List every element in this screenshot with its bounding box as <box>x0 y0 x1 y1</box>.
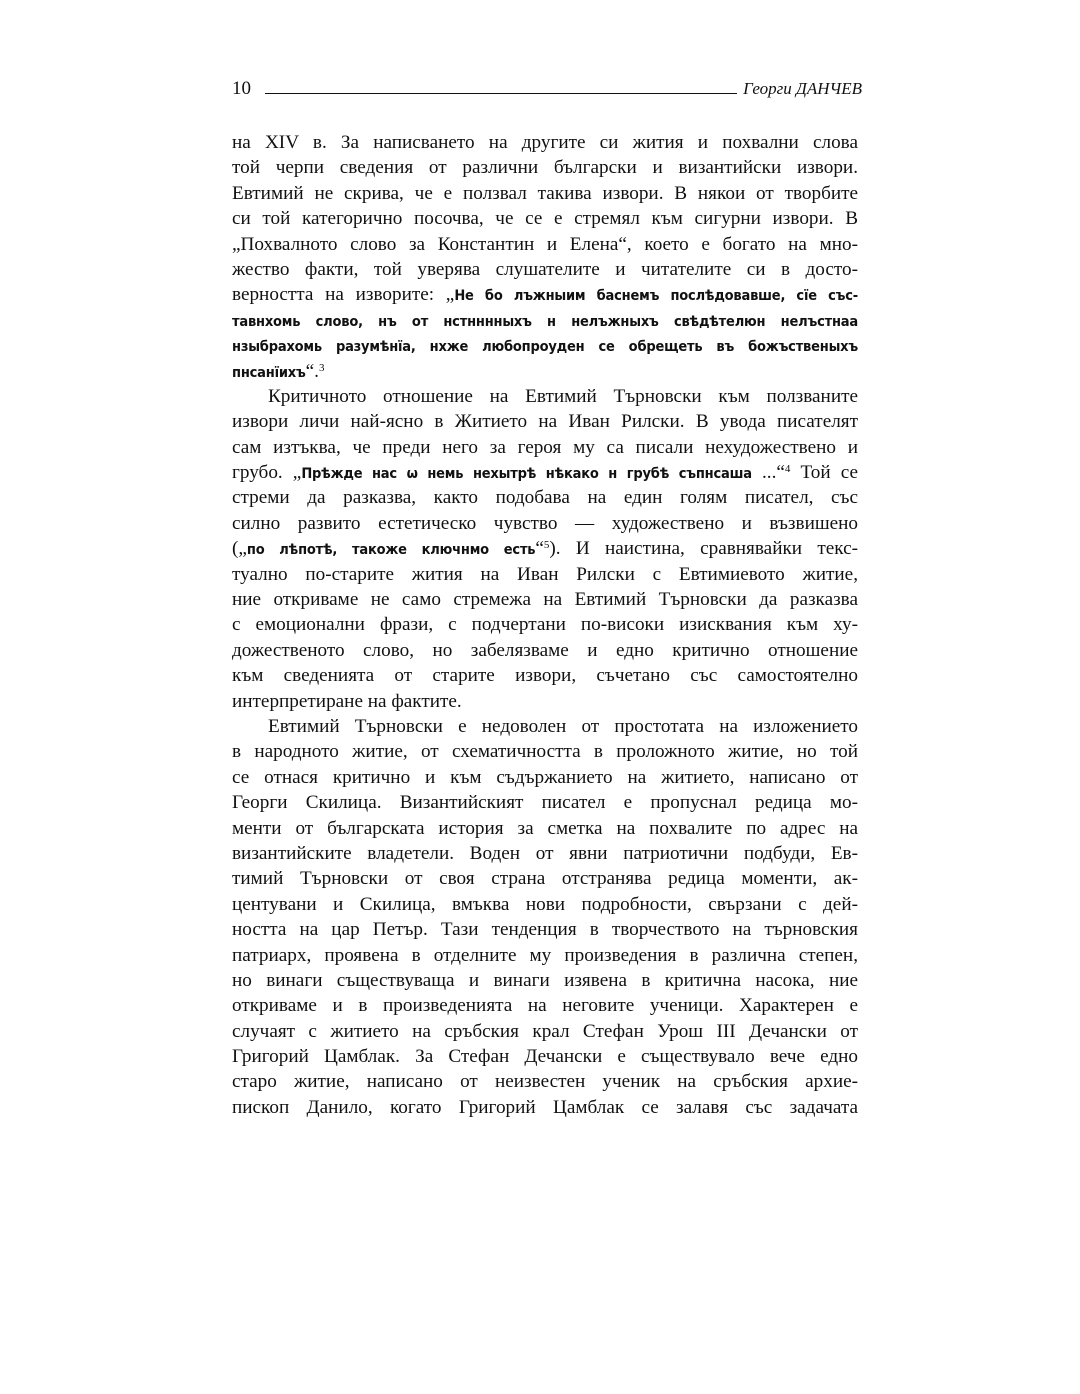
footnote-ref-5: 5 <box>543 539 550 552</box>
text-line: тимий Търновски от своя страна отстранява редица моменти, ак- <box>232 868 858 890</box>
old-church-slavonic-quote: пнсанїихъ <box>232 364 306 381</box>
old-church-slavonic-quote: Не бо лъжныим баснемъ послѣдовавше, сїе със- <box>454 288 858 305</box>
text-line: византийските владетели. Воден от явни патриотични подбуди, Ев- <box>232 842 858 864</box>
old-church-slavonic-quote: Прѣжде нас ѡ немь нехытрѣ нѣкако н грубѣ съпнсаша <box>301 466 752 483</box>
text-fragment: („ <box>232 538 247 560</box>
text-line: откриваме и в произведенията на неговите ученици. Характерен е <box>232 995 858 1017</box>
text-line: Критичното отношение на Евтимий Търновски към ползваните <box>268 385 858 407</box>
text-line: случаят с житието на сръбския крал Стефан Урош III Дечански от <box>232 1020 858 1042</box>
text-fragment: Той се <box>790 462 858 484</box>
page-number: 10 <box>232 78 251 99</box>
text-line: патриарх, проявена в отделните му произведения в различна степен, <box>232 944 858 966</box>
text-line: старо житие, написано от неизвестен ученик на сръбския архие- <box>232 1071 858 1093</box>
text-line <box>232 460 858 485</box>
running-header-author: Георги ДАНЧЕВ <box>743 79 862 98</box>
running-header <box>232 76 862 100</box>
text-line: Георги Скилица. Византийският писател е пропуснал редица мо- <box>232 792 858 814</box>
text-line: Евтимий не скрива, че е ползвал такива извори. В някои от творбите <box>232 182 858 204</box>
old-church-slavonic-quote: тавнхомь слово, нъ от нстнннныхъ н нелъжныхъ свѣдѣтелюн нелъстнаа <box>232 313 858 330</box>
footnote-ref-3: 3 <box>318 361 325 374</box>
text-line: силно развито естетическо чувство — художествено и възвишено <box>232 512 858 534</box>
text-line: си той категорично посочва, че се е стремял към сигурни извори. В <box>232 208 858 230</box>
text-line: стреми да разказва, както подобава на един голям писател, със <box>232 487 858 509</box>
text-fragment: грубо. „ <box>232 462 302 484</box>
text-line <box>232 308 858 333</box>
text-line: ние откриваме не само стремежа на Евтимий Търновски да разказва <box>232 589 858 611</box>
quote-close: “. <box>305 360 319 382</box>
text-line: се отнася критично и към съдържанието на житието, написано от <box>232 766 858 788</box>
text-line: към сведенията от старите извори, съчетано със самостоятелно <box>232 665 858 687</box>
text-line: дожественото слово, но забелязваме и едно критично отношение <box>232 639 858 661</box>
text-fragment: “ <box>535 538 544 560</box>
text-line: той черпи сведения от различни български и византийски извори. <box>232 157 858 179</box>
text-line: интерпретиране на фактите. <box>232 690 462 712</box>
text-line: извори личи най-ясно в Житието на Иван Рилски. В увода писателят <box>232 411 858 433</box>
text-fragment: ...“ <box>751 462 785 484</box>
text-line: центувани и Скилица, вмъква нови подробности, свързани с дей- <box>232 893 858 915</box>
old-church-slavonic-quote: нзыбрахомь разумѣнїа, нхже любопроуден се обрещеть въ божъственыхъ <box>232 339 858 356</box>
text-line: менти от българската история за сметка на похвалите по адрес на <box>232 817 858 839</box>
header-rule <box>265 93 737 94</box>
text-line: „Похвалното слово за Константин и Елена“, което е богато на мно- <box>232 233 858 255</box>
old-church-slavonic-quote: по лѣпотѣ, такоже ключнмо есть <box>246 542 536 559</box>
text-fragment: ). И наистина, сравнявайки текс- <box>549 538 858 560</box>
text-line: жество факти, той уверява слушателите и читателите си в досто- <box>232 258 858 280</box>
text-line <box>232 333 858 358</box>
footnote-ref-4: 4 <box>784 463 791 476</box>
text-line: но винаги съществуваща и винаги изявена в критична насока, ние <box>232 969 858 991</box>
text-line: в народното житие, от схематичността в проложното житие, но той <box>232 741 858 763</box>
text-line: туално по-старите жития на Иван Рилски с Евтимиевото житие, <box>232 563 858 585</box>
text-line: с емоционални фрази, с подчертани по-високи изисквания към ху- <box>232 614 858 636</box>
text-line <box>232 359 858 384</box>
body-text <box>232 130 858 1120</box>
text-line <box>232 536 858 561</box>
text-line: Григорий Цамблак. За Стефан Дечански е съществувало вече едно <box>232 1046 858 1068</box>
text-line: на XIV в. За написването на другите си жития и похвални слова <box>232 132 858 153</box>
text-line: сам изтъква, че преди него за героя му са писали нехудожествено и <box>232 436 858 458</box>
text-line: Евтимий Търновски е недоволен от простотата на изложението <box>268 715 858 737</box>
text-line: ността на цар Петър. Тази тенденция в творчеството на търновския <box>232 919 858 941</box>
text-line <box>232 282 858 307</box>
quote-intro: верността на изворите: „ <box>232 284 455 306</box>
text-line: пископ Данило, когато Григорий Цамблак се залавя със задачата <box>232 1096 858 1118</box>
